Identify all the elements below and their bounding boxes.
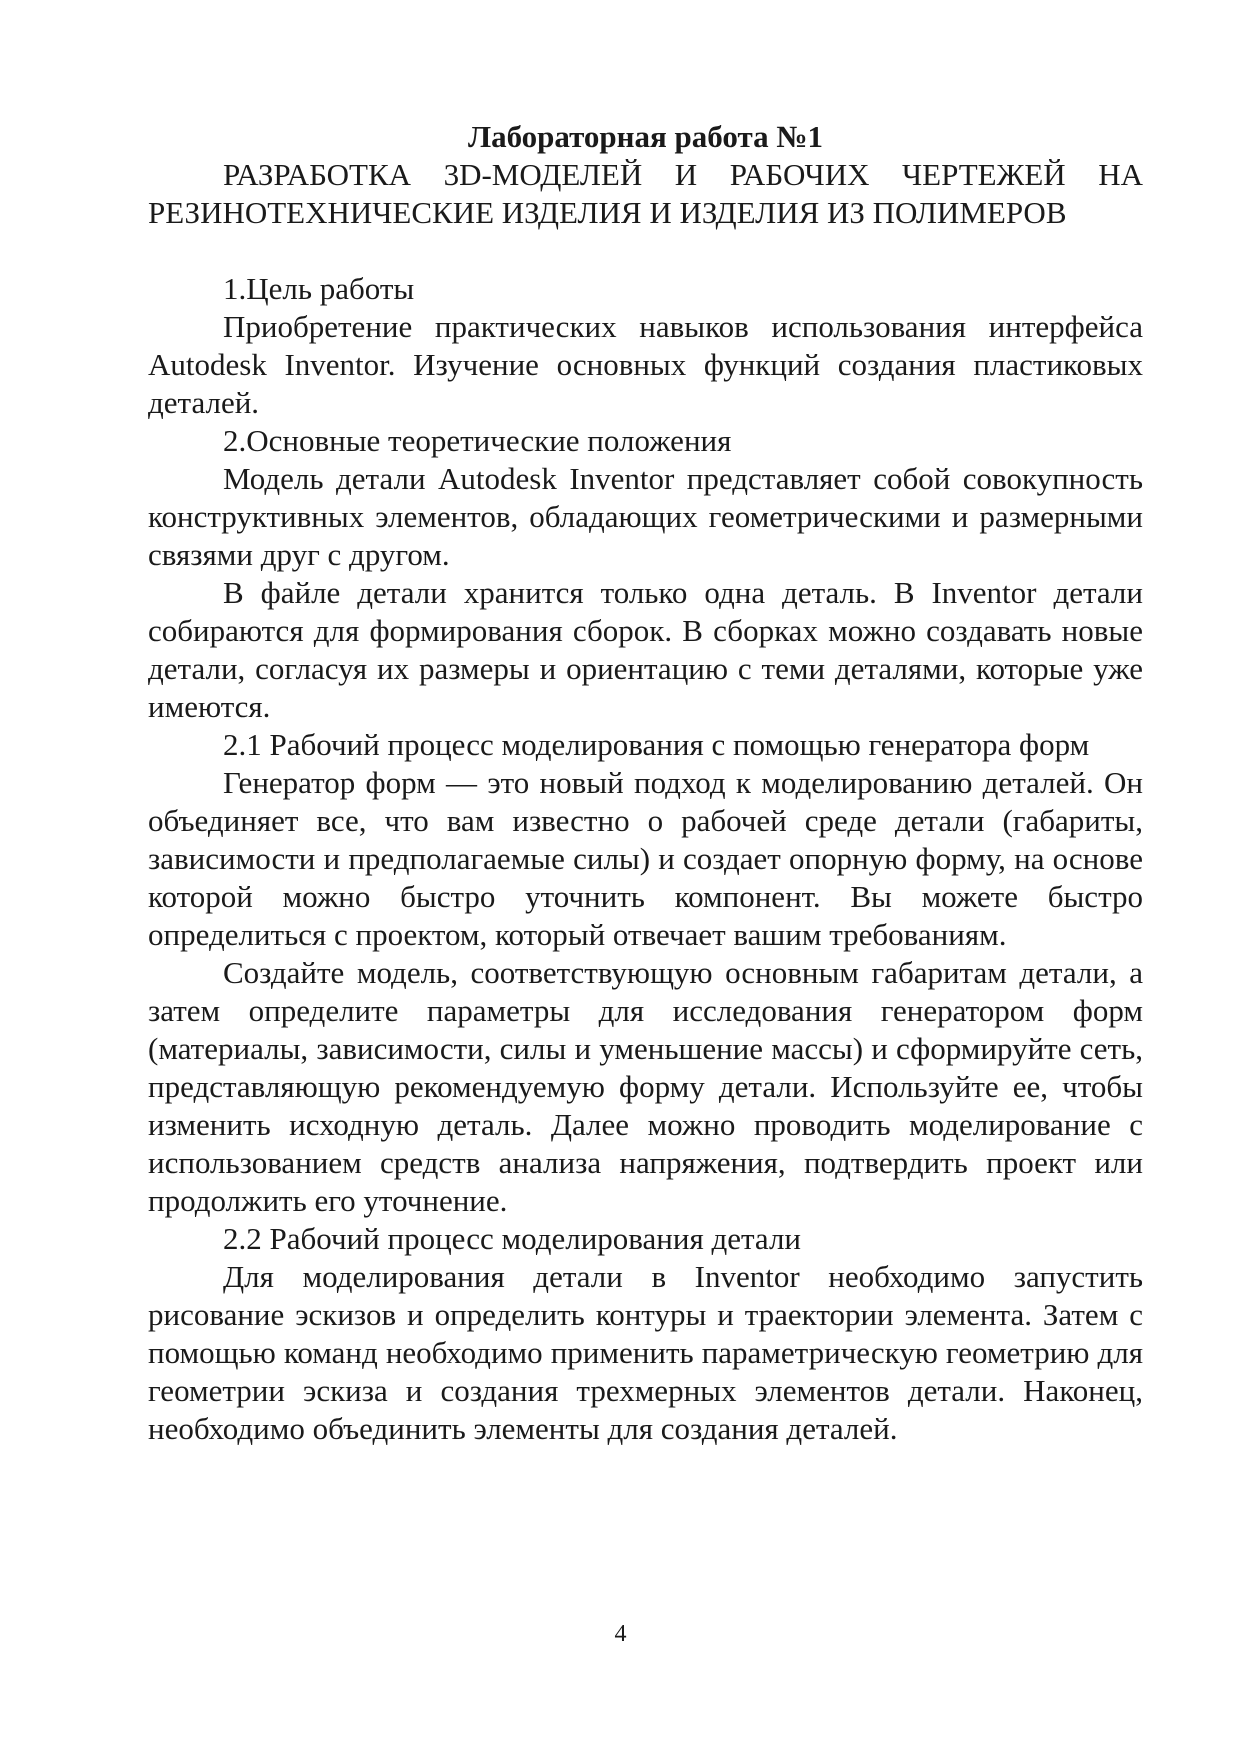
subsection-heading-shape-generator: 2.1 Рабочий процесс моделирования с помощью генератора форм <box>223 727 1090 762</box>
spacer <box>148 232 1143 270</box>
paragraph-goal: Приобретение практических навыков использования интерфейса Autodesk Inventor. Изучение основных функций создания пластиковых деталей. <box>148 309 1143 420</box>
paragraph-shape-generator: Генератор форм — это новый подход к моделированию деталей. Он объединяет все, что вам известно о рабочей среде детали (габариты, зависимости и предполагаемые силы) и создает опорную форму, на основе которой можно быстро уточнить компонент. Вы можете быстро определиться с проектом, который отвечает вашим требованиям. <box>148 765 1143 952</box>
subsection-heading-part-workflow: 2.2 Рабочий процесс моделирования детали <box>223 1221 802 1256</box>
paragraph-model-definition: Модель детали Autodesk Inventor представляет собой совокупность конструктивных элементов, обладающих геометрическими и размерными связями друг с другом. <box>148 461 1143 572</box>
page-number: 4 <box>614 1621 627 1647</box>
paragraph-part-workflow: Для моделирования детали в Inventor необходимо запустить рисование эскизов и определить контуры и траектории элемента. Затем с помощью команд необходимо применить параметрическую геометрию для геометрии эскиза и создания трехмерных элементов детали. Наконец, необходимо объединить элементы для создания деталей. <box>148 1259 1143 1446</box>
section-heading-goal: 1.Цель работы <box>223 271 415 306</box>
document-subtitle: РАЗРАБОТКА 3D-МОДЕЛЕЙ И РАБОЧИХ ЧЕРТЕЖЕЙ НА РЕЗИНОТЕХНИЧЕСКИЕ ИЗДЕЛИЯ И ИЗДЕЛИЯ ИЗ ПОЛИМЕРОВ <box>148 157 1143 230</box>
paragraph-part-file: В файле детали хранится только одна деталь. В Inventor детали собираются для формирования сборок. В сборках можно создавать новые детали, согласуя их размеры и ориентацию с теми деталями, которые уже имеются. <box>148 575 1143 724</box>
document-title: Лабораторная работа №1 <box>467 119 823 154</box>
document-page <box>148 118 1143 1448</box>
section-heading-theory: 2.Основные теоретические положения <box>223 423 732 458</box>
paragraph-create-model: Создайте модель, соответствующую основным габаритам детали, а затем определите параметры для исследования генератором форм (материалы, зависимости, силы и уменьшение массы) и сформируйте сеть, представляющую рекомендуемую форму детали. Используйте ее, чтобы изменить исходную деталь. Далее можно проводить моделирование с использованием средств анализа напряжения, подтвердить проект или продолжить его уточнение. <box>148 955 1143 1218</box>
